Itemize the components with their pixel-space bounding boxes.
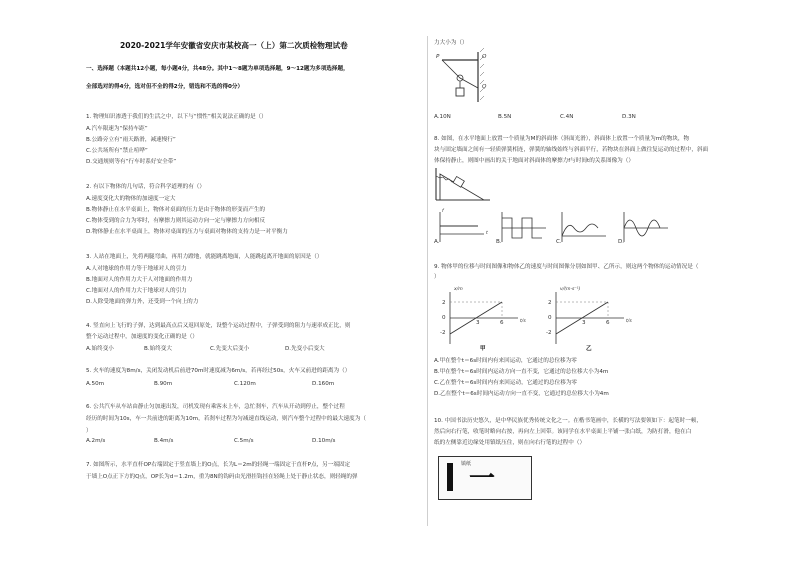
q8-graph-a xyxy=(438,212,486,246)
q7-option-a: A.10N xyxy=(434,114,451,120)
q5-option-d: D.160m xyxy=(312,381,335,387)
q9-yi-tick-y0: 0 xyxy=(548,315,552,321)
q6-option-c: C.5m/s xyxy=(234,438,254,444)
q1-option-b: B.公路旁立有“雨天路滑，减速慢行” xyxy=(86,137,176,143)
q2-option-b: B.物体静止在水平桌面上，物体对桌面的压力是由于物体的形变而产生的 xyxy=(86,207,266,213)
q9-stem: 9. 物体甲的位移与时间图像和物体乙的速度与时间图像分别如图甲、乙所示，则这两个物体的运动情况是（ xyxy=(434,264,699,270)
q5-option-a: A.50m xyxy=(86,381,105,387)
q9-yi-xlabel: t/s xyxy=(626,319,632,324)
section-heading-line1: 一、选择题（本题共12小题，每小题4分，共48分。其中1～8题为单项选择题，9～12题为多项选择题， xyxy=(86,66,349,72)
q6-option-a: A.2m/s xyxy=(86,438,106,444)
q4-option-b: B.始终变大 xyxy=(144,346,172,352)
q9-option-d: D.乙在整个t＝6s时间内运动方向一直不变，它通过的总位移大小为4m xyxy=(434,391,609,397)
q9-jia-tick-x6: 6 xyxy=(500,320,504,326)
q8-graph-b xyxy=(500,212,548,246)
q8-stem-line1: 8. 如图，在水平地面上放置一个质量为M的斜面体（斜面光滑），斜面体上放置一个质量为m的物块，物 xyxy=(434,136,690,142)
q9-option-c: C.乙在整个t＝6s时间内有来回运动，它通过的总位移为零 xyxy=(434,380,578,386)
q9-jia-caption: 甲 xyxy=(480,346,486,352)
q8-label-a: A. xyxy=(434,239,440,245)
q3-option-c: C.地面对人的作用力大于地球对人的引力 xyxy=(86,288,187,294)
q10-paper-figure xyxy=(438,456,532,500)
q10-stem-line2: 然后向右行笔，收笔时略向右按，再向左上回带。该同学在水平桌面上平铺一张白纸，为防打滑，他在白 xyxy=(434,429,692,435)
q9-jia-tick-x3: 3 xyxy=(476,320,480,326)
q9-stem-end: ） xyxy=(434,274,440,280)
q1-option-d: D.交通规则等有“行车时系好安全带” xyxy=(86,159,177,165)
q7-option-c: C.4N xyxy=(560,114,574,120)
q10-stem-line1: 10. 中国书法历史悠久，是中华民族优秀传统文化之一。在楷书笔画中，长横的写法要领如下：起笔时一顿， xyxy=(434,418,702,424)
q9-jia-ylabel: x/m xyxy=(454,287,463,292)
q1-option-c: C.公共场所有“禁止喧哗” xyxy=(86,148,148,154)
q9-jia-tick-y2: 2 xyxy=(442,300,446,306)
paper-title: 2020-2021学年安徽省安庆市某校高一（上）第二次质检物理试卷 xyxy=(120,41,348,50)
q6-option-b: B.4m/s xyxy=(154,438,174,444)
q3-option-b: B.地面对人的作用力大于人对地面的作用力 xyxy=(86,277,193,283)
paperweight-label: 镇纸 xyxy=(461,461,472,467)
q4-option-c: C.先变大后变小 xyxy=(210,346,250,352)
q4-stem-line1: 4. 竖直向上飞行的子弹，达到最高点后又返回原处，设整个运动过程中，子弹受到的阻力与速率成正比，则 xyxy=(86,323,351,329)
q7-stem-line2: 于墙上O点正下方的Q点，OP长为d＝1.2m，重为8N的钩码由光滑挂钩挂在轻绳上处于静止状态，则轻绳的弹 xyxy=(86,474,358,480)
q7-option-d: D.3N xyxy=(622,114,636,120)
q6-stem-line3: ） xyxy=(86,428,92,434)
q5-stem: 5. 火车的速度为8m/s，关闭发动机后前进70m时速度减为6m/s，若再经过50s，火车又前进的距离为（） xyxy=(86,368,351,374)
q8-label-d: D. xyxy=(618,239,625,245)
q8-label-c: C. xyxy=(556,239,562,245)
brush-stroke-character: 一 xyxy=(469,464,496,494)
q6-option-d: D.10m/s xyxy=(312,438,336,444)
q1-stem: 1. 物理知识渗透于我们的生活之中，以下与“惯性”相关说法正确的是（） xyxy=(86,114,267,120)
q10-stem-line3: 纸的左侧靠近边缘处用镇纸压住，则在向右行笔的过程中（） xyxy=(434,440,586,446)
q9-yi-tick-x6: 6 xyxy=(606,320,610,326)
q8-graph-c xyxy=(560,212,608,246)
q3-option-d: D.人除受地面的弹力外，还受到一个向上的力 xyxy=(86,299,199,305)
q4-option-d: D.先变小后变大 xyxy=(285,346,325,352)
q6-stem-line1: 6. 公共汽车从车站由静止匀加速出发，司机发现有乘客未上车，急忙刹车，汽车从开动到停止，整个过程 xyxy=(86,404,345,410)
section-heading-line2: 全部选对的得4分，选对但不全的得2分，错选和不选的得0分） xyxy=(86,84,244,90)
q8-stem-line3: 体保持静止，则图中画出的关于地面对斜面体的摩擦力f与时间t的关系图像为（） xyxy=(434,158,634,164)
q9-jia-tick-yneg2: -2 xyxy=(440,330,446,336)
q4-option-a: A.始终变小 xyxy=(86,346,114,352)
graph-c-wave xyxy=(562,224,598,236)
q8-label-b: B. xyxy=(496,239,502,245)
q2-option-d: D.物体静止在水平桌面上，物体对桌面的压力与桌面对物体的支持力是一对平衡力 xyxy=(86,229,288,235)
q7-stem-line1: 7. 如图所示，水平直杆OP右端固定于竖直墙上的O点，长为L＝2m的轻绳一端固定于直杆P点，另一端固定 xyxy=(86,462,351,468)
q9-option-a: A.甲在整个t＝6s时间内有来回运动，它通过的总位移为零 xyxy=(434,358,577,364)
q2-stem: 2. 有以下物体的几句话，符合科学道理的有（） xyxy=(86,184,205,190)
q9-yi-tick-y2: 2 xyxy=(548,300,552,306)
column-divider xyxy=(427,36,428,526)
q8-graph-d xyxy=(622,212,670,246)
q9-yi-tick-yneg2: -2 xyxy=(546,330,552,336)
q9-jia-xlabel: t/s xyxy=(520,319,526,324)
q6-stem-line2: 经历的时间为10s，车一共前进的距离为10m，若刹车过程为匀减速直线运动，则汽车整个过程中的最大速度为（ xyxy=(86,416,366,422)
q1-option-a: A.汽车限速为“保持车距” xyxy=(86,126,148,132)
q9-jia-tick-y0: 0 xyxy=(442,315,446,321)
q9-yi-ylabel: v/(m·s⁻¹) xyxy=(560,287,581,292)
q2-option-c: C.物体受到的合力为零时，有摩擦力则其运动方向一定与摩擦力方向相反 xyxy=(86,218,266,224)
q9-option-b: B.甲在整个t＝6s时间内运动方向一直不变，它通过的总位移大小为4m xyxy=(434,369,609,375)
q9-yi-caption: 乙 xyxy=(586,346,592,352)
q8-axis-f-a: f xyxy=(442,209,444,214)
q9-graph-jia xyxy=(440,288,520,346)
q3-option-a: A.人对地球的作用力等于地球对人的引力 xyxy=(86,266,187,272)
q5-option-b: B.90m xyxy=(154,381,173,387)
q8-incline-figure xyxy=(434,166,494,206)
q8-axis-t-a: t xyxy=(486,231,488,236)
hook-weight xyxy=(456,88,464,96)
q3-stem: 3. 人站在地面上，先将两腿弯曲，再用力蹬地，就能跳离地面，人能跳起离开地面的原因是（） xyxy=(86,254,323,260)
q7-stem-tail: 力大小为（） xyxy=(434,40,468,46)
q4-stem-line2: 整个运动过程中，加速度的变化正确的是（） xyxy=(86,334,198,340)
q9-graph-yi xyxy=(546,288,626,346)
incline-block xyxy=(440,174,484,200)
q7-label-q: Q xyxy=(482,84,487,90)
q9-yi-tick-x3: 3 xyxy=(582,320,586,326)
q8-stem-line2: 块与固定墙面之间有一轻质弹簧相连，弹簧的轴线始终与斜面平行，若物块在斜面上做往复运动的过程中，斜面 xyxy=(434,147,709,153)
q7-option-b: B.5N xyxy=(498,114,512,120)
paperweight-bar xyxy=(447,463,453,491)
q2-option-a: A.速度变化大的物体的加速度一定大 xyxy=(86,196,176,202)
q7-label-o: O xyxy=(482,54,487,60)
q5-option-c: C.120m xyxy=(234,381,256,387)
q7-label-p: P xyxy=(436,54,440,60)
